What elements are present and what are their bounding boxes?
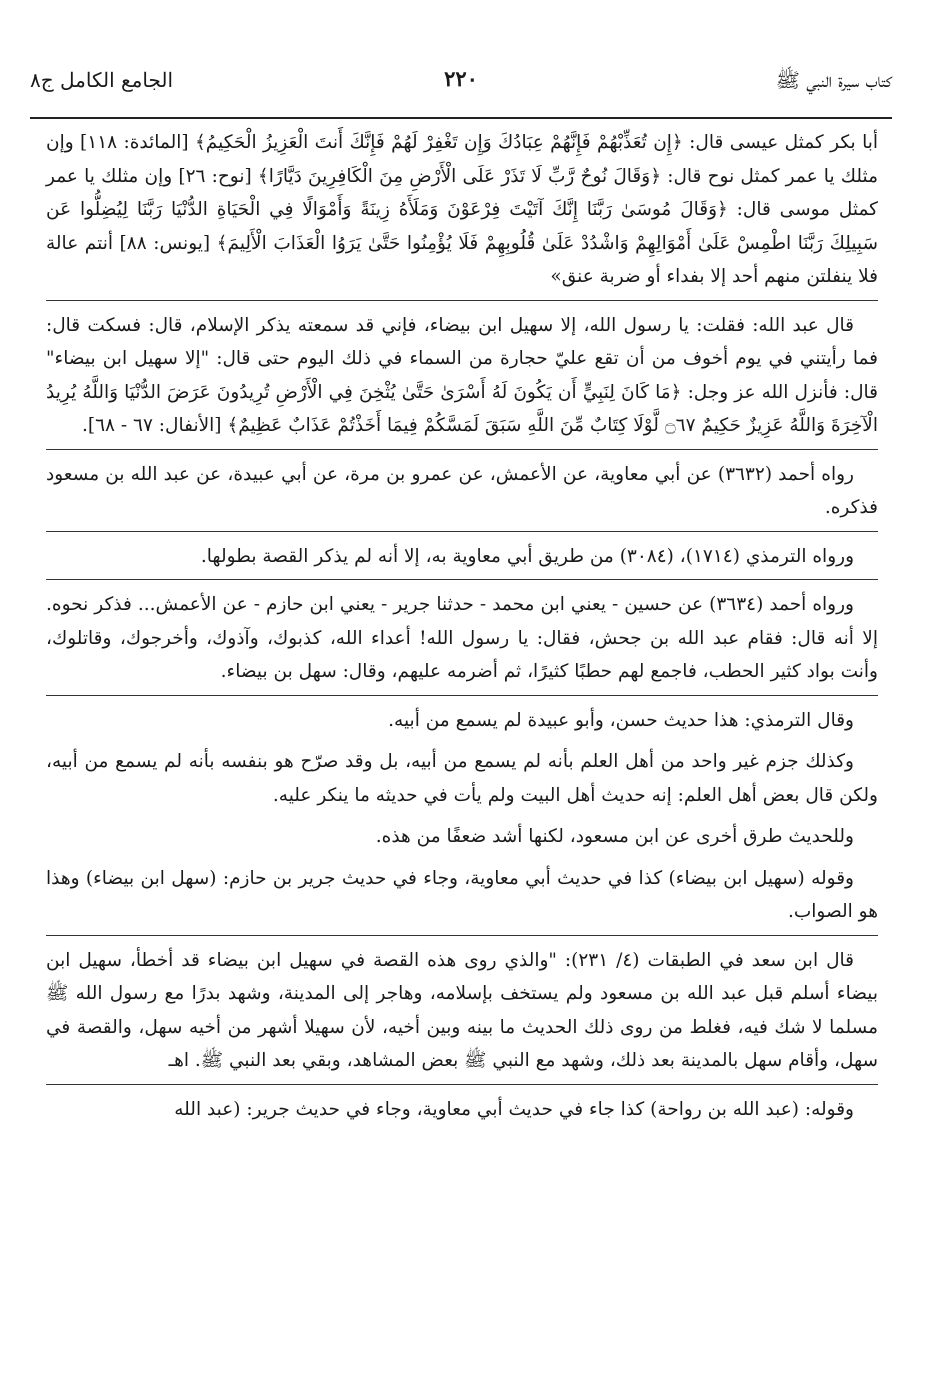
paragraph: ورواه أحمد (٣٦٣٤) عن حسين - يعني ابن محمد - حدثنا جرير - يعني ابن حازم - عن الأعمش... فذكر نحوه. إلا أنه قال: فقام عبد الله بن جحش، فقال: يا رسول الله! أعداء الله، كذبوك، وآذوك، وأخرجوك، وقاتلوك، وأنت بواد كثير الحطب، فاجمع لهم حطبًا كثيرًا، ثم أضرمه عليهم، وقال: سهل بن بيضاء. — [46, 588, 878, 696]
page-body — [46, 126, 878, 1134]
paragraph: وقال الترمذي: هذا حديث حسن، وأبو عبيدة لم يسمع من أبيه. — [388, 709, 854, 731]
book-title: كتاب سيرة النبي ﷺ — [775, 68, 892, 92]
paragraph: رواه أحمد (٣٦٣٢) عن أبي معاوية، عن الأعمش، عن عمرو بن مرة، عن أبي عبيدة، عن عبد الله بن مسعود فذكره. — [46, 458, 878, 532]
paragraph: وللحديث طرق أخرى عن ابن مسعود، لكنها أشد ضعفًا من هذه. — [375, 826, 854, 847]
paragraph: قال عبد الله: فقلت: يا رسول الله، إلا سهيل ابن بيضاء، فإني قد سمعته يذكر الإسلام، قال: فسكت قال: فما رأيتني في يوم أخوف من أن تقع عليّ حجارة من السماء في ذلك اليوم حتى قال: "إلا سهيل ابن بيضاء" قال: فأنزل الله عز وجل: ﴿مَا كَانَ لِنَبِيٍّ أَن يَكُونَ لَهُ أَسْرَىٰ حَتَّىٰ يُثْخِنَ فِي الْأَرْضِ تُرِيدُونَ عَرَضَ الدُّنْيَا وَاللَّهُ يُرِيدُ الْآخِرَةَ وَاللَّهُ عَزِيزٌ حَكِيمٌ ۝٦٧ لَّوْلَا كِتَابٌ مِّنَ اللَّهِ سَبَقَ لَمَسَّكُمْ فِيمَا أَخَذْتُمْ عَذَابٌ عَظِيمٌ﴾ [الأنفال: ٦٧ - ٦٨]. — [46, 309, 878, 450]
paragraph: وقوله (سهيل ابن بيضاء) كذا في حديث أبي معاوية، وجاء في حديث جرير بن حازم: (سهل ابن بيضاء) وهذا هو الصواب. — [46, 862, 878, 936]
paragraph: وقوله: (عبد الله بن رواحة) كذا جاء في حديث أبي معاوية، وجاء في حديث جرير: (عبد الله — [174, 1098, 854, 1120]
header-divider — [30, 117, 892, 119]
volume-title: الجامع الكامل ج٨ — [30, 68, 174, 92]
paragraph: أبا بكر كمثل عيسى قال: ﴿إِن تُعَذِّبْهُمْ فَإِنَّهُمْ عِبَادُكَ وَإِن تَغْفِرْ لَهُمْ فَإِنَّكَ أَنتَ الْعَزِيزُ الْحَكِيمُ﴾ [المائدة: ١١٨] وإن مثلك يا عمر كمثل نوح قال: ﴿وَقَالَ نُوحٌ رَّبِّ لَا تَذَرْ عَلَى الْأَرْضِ مِنَ الْكَافِرِينَ دَيَّارًا﴾ [نوح: ٢٦] وإن مثلك يا عمر كمثل موسى قال: ﴿وَقَالَ مُوسَىٰ رَبَّنَا إِنَّكَ آتَيْتَ فِرْعَوْنَ وَمَلَأَهُ زِينَةً وَأَمْوَالًا فِي الْحَيَاةِ الدُّنْيَا رَبَّنَا لِيُضِلُّوا عَن سَبِيلِكَ رَبَّنَا اطْمِسْ عَلَىٰ أَمْوَالِهِمْ وَاشْدُدْ عَلَىٰ قُلُوبِهِمْ فَلَا يُؤْمِنُوا حَتَّىٰ يَرَوُا الْعَذَابَ الْأَلِيمَ﴾ [يونس: ٨٨] أنتم عالة فلا ينفلتن منهم أحد إلا بفداء أو ضربة عنق» — [46, 126, 878, 301]
paragraph: وكذلك جزم غير واحد من أهل العلم بأنه لم يسمع من أبيه، بل وقد صرّح هو بنفسه بأنه لم يسمع من أبيه، ولكن قال بعض أهل العلم: إنه حديث أهل البيت ولم يأت في حديثه ما ينكر عليه. — [46, 751, 878, 806]
paragraph: قال ابن سعد في الطبقات (٤/ ٢٣١): "والذي روى هذه القصة في سهيل ابن بيضاء قد أخطأ، سهيل ابن بيضاء أسلم قبل عبد الله بن مسعود ولم يستخف بإسلامه، وهاجر إلى المدينة، وشهد بدرًا مع رسول الله ﷺ مسلما لا شك فيه، فغلط من روى ذلك الحديث ما بينه وبين أخيه، لأن سهيلا أشهر من أخيه سهل، والقصة في سهل، وأقام سهل بالمدينة بعد ذلك، وشهد مع النبي ﷺ بعض المشاهد، وبقي بعد النبي ﷺ. اهـ — [46, 944, 878, 1085]
page-number: ٢٢٠ — [444, 66, 478, 91]
running-header — [30, 62, 892, 102]
paragraph: ورواه الترمذي (١٧١٤)، (٣٠٨٤) من طريق أبي معاوية به، إلا أنه لم يذكر القصة بطولها. — [46, 540, 878, 581]
